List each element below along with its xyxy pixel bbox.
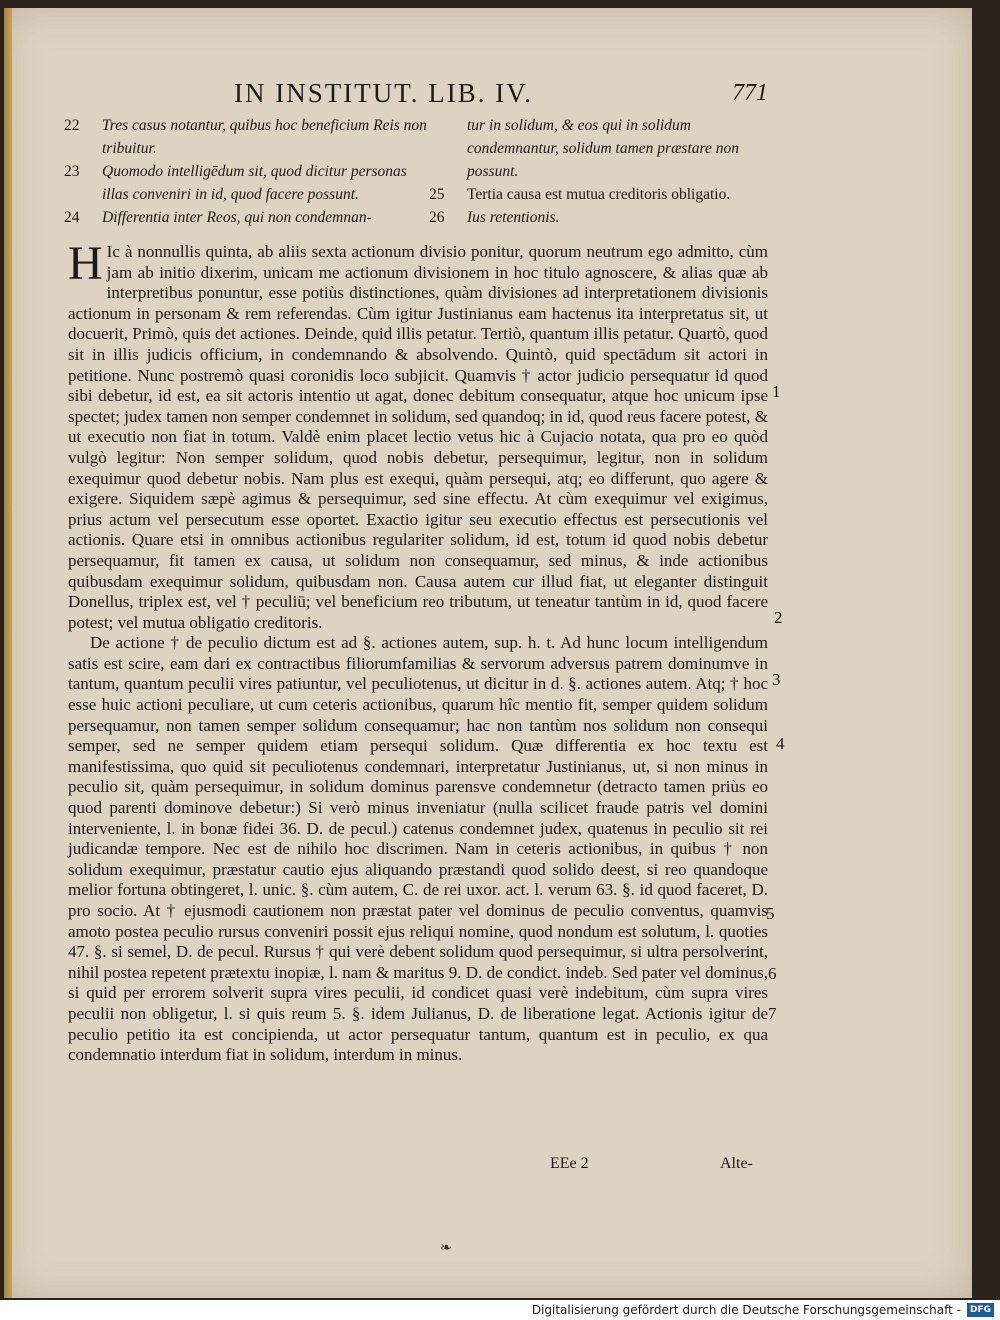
attribution-bar (0, 1300, 1000, 1320)
paragraph-2: De actione † de peculio dictum est ad §. actiones autem, sup. h. t. Ad hunc locum intelligendum satis est scire, eam dari ex contractibus filiorumfamilias & servorum adversus patrem dominumve in tantum, quantum peculii vires patiuntur, vel peculiotenus, ut dicitur in d. §. actiones autem. Atq; † hoc esse huic actioni peculiare, ut cum ceteris actionibus, quarum hîc mentio fit, semper quidem solidum persequamur, non tamen semper solidum consequamur; hac non tantùm nos solidum non consequi semper, sed ne semper quidem etiam persequi solidum. Quæ differentia ex hoc textu est manifestissima, quo quid sit peculiotenus condemnari, interpretatur Justinianus, ut, si non minus in peculio sit, quàm persequimur, in solidum dominus parensve condemnetur (detracto tamen priùs eo quod parenti dominove debetur:) Si verò minus inveniatur (nulla scilicet fraude patris vel domini interveniente, l. in bonæ fidei 36. D. de pecul.) catenus condemnet judex, quatenus in peculio sit rei judicandæ tempore. Nec est de nihilo hoc discrimen. Nam in ceteris actionibus, in quibus † non solidum exequimur, præstatur cautio ejus aliquando præstandi quod solido deest, si reo quandoque melior fortuna obtingeret, l. unic. §. cùm autem, C. de rei uxor. act. l. verum 63. §. id quod faceret, D. pro socio. At † ejusmodi cautionem non præstat pater vel dominus de peculio conventus, quamvis amoto postea peculio rursus conveniri possit ejus reliqui nomine, quod nondum est solutum, l. quoties 47. §. si semel, D. de pecul. Rursus † qui verè debent solidum quod persequimur, si ultra persolverint, nihil postea repetent prætextu inopiæ, l. nam & maritus 9. D. de condict. indeb. Sed pater vel dominus, si quid per errorem solverit supra vires peculii, id condicet quasi verè indebitum, cùm supra vires peculii non obligetur, l. si quis reum 5. §. idem Julianus, D. de liberatione legat. Actionis igitur de peculio petitio ita est concipienda, ut actor persequatur tantum, quantum est in peculio, ex qua condemnatio interdum fiat in solidum, interdum in minus. (68, 633, 768, 1065)
summary-number: 24 (64, 209, 80, 226)
summary-item (429, 114, 784, 183)
summary-number: 22 (64, 117, 80, 134)
page-number: 771 (732, 80, 768, 106)
summary-item (64, 114, 429, 160)
summary-number: 23 (64, 163, 80, 180)
marginal-number: 4 (776, 734, 785, 753)
summary-column-right (429, 114, 784, 229)
summary-text: Differentia inter Reos, qui non condemnan- (102, 209, 372, 226)
paragraph-1 (68, 237, 768, 633)
body-text (68, 237, 768, 1066)
summary-item (429, 183, 784, 206)
binding-spine (4, 8, 12, 1298)
marginal-number: 5 (766, 904, 775, 923)
summary-text: Tres casus notantur, quibus hoc beneficium Reis non tribuitur. (102, 117, 427, 157)
attribution-text: Digitalisierung gefördert durch die Deutsche Forschungsgemeinschaft - (531, 1303, 961, 1317)
summary-block (64, 114, 784, 240)
summary-text: Ius retentionis. (467, 209, 560, 226)
signature-mark: EEe 2 (550, 1155, 589, 1172)
paragraph-1-text: Ic à nonnullis quinta, ab aliis sexta actionum divisio ponitur, quorum neutrum ego admitto, cùm jam ab initio dixerim, unicam me actionum divisionem in hoc titulo agnoscere, & alias quæ ab interpretibus ponuntur, esse potiùs distinctiones, quàm divisiones ad interpretationem divisionis actionum in personam & rem referendas. Cùm igitur Justinianus eam hactenus ita interpretatus sit, ut docuerit, Primò, quis det actiones. Deinde, quid illis petatur. Tertiò, quantum illis petatur. Quartò, quod sit in illis judicis officium, in condemnando & absolvendo. Quintò, quid spectādum sit actori in petitione. Nunc postremò quasi coronidis loco subjicit. Quamvis † actor judicio persequatur id quod sibi debetur, id est, ea sit actoris intentio ut agat, donec debitum consequatur, atque hoc unicum ipse spectet; judex tamen non semper condemnet in solidum, sed quandoq; in id, quod reus facere potest, & ut executio non fiat in totum. Valdè enim placet lectio vetus hic à Cujacio notata, qua pro eo quòd vulgò legitur: Non semper solidum, quod nobis debetur, persequimur, legitur, non in solidum exequimur quod debetur nobis. Nam plus est exequi, quàm persequi, atq; eo differunt, quo agere & exigere. Siquidem sæpè agimus & persequimur, sed sine effectu. At cùm exequimur vel exigimus, prius actum vel persecutum esse oportet. Exactio igitur seu executio effectus est persecutionis vel actionis. Quare etsi in omnibus actionibus regulariter solidum, id est, totum id quod nobis debetur persequamur, fit tamen ex causa, ut solidum non consequamur, sed minus, & inde actionibus quibusdam exequimur solidum, quibusdam non. Causa autem cur illud fiat, ut eleganter distinguit Donellus, triplex est, vel † peculiū; vel beneficium reo tributum, ut teneatur tantùm in id, quod facere potest; vel mutua obligatio creditoris. (68, 242, 768, 632)
summary-text: Tertia causa est mutua creditoris obligatio. (467, 186, 731, 203)
catchword: Alte- (720, 1155, 753, 1172)
book-page (4, 8, 972, 1298)
summary-text: tur in solidum, & eos qui in solidum condemnantur, solidum tamen præstare non possunt. (467, 117, 739, 180)
marginal-number: 3 (772, 670, 781, 689)
summary-item (64, 206, 429, 229)
summary-text: Quomodo intelligēdum sit, quod dicitur personas illas conveniri in id, quod facere possunt. (102, 163, 407, 203)
running-head: IN INSTITUT. LIB. IV. (234, 78, 533, 108)
summary-number: 25 (429, 186, 445, 203)
ornament-icon: ❧ (440, 1240, 452, 1256)
summary-item (429, 206, 784, 229)
marginal-number: 1 (772, 382, 781, 401)
drop-cap: H (68, 237, 103, 290)
marginal-number: 6 (768, 964, 777, 983)
marginal-number: 7 (768, 1004, 777, 1023)
summary-number: 26 (429, 209, 445, 226)
marginal-number: 2 (774, 608, 783, 627)
summary-column-left (64, 114, 429, 229)
summary-item (64, 160, 429, 206)
dfg-logo-icon: DFG (967, 1303, 994, 1317)
